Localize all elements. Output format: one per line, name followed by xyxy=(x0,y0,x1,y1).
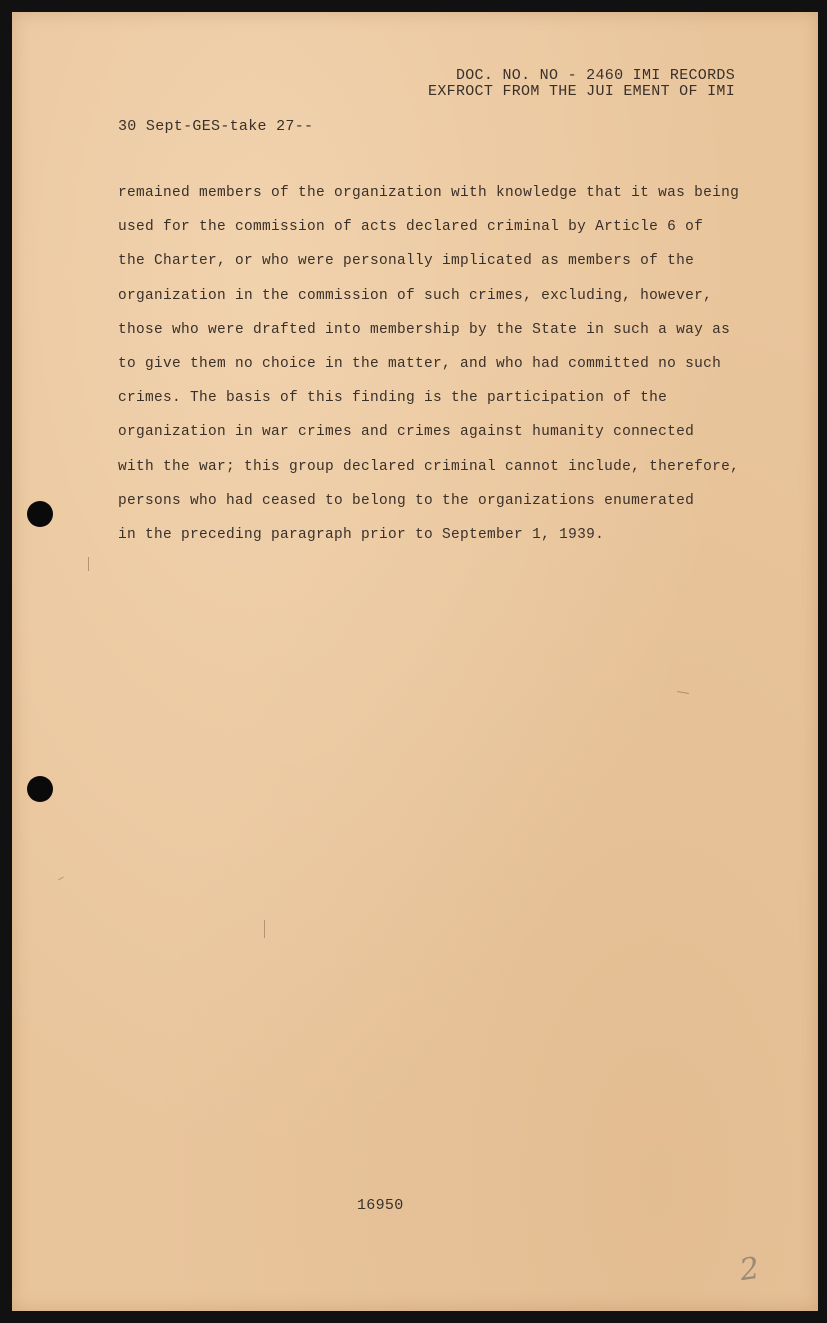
body-text xyxy=(118,176,740,552)
body-line: remained members of the organization with knowledge that it was being xyxy=(118,185,740,201)
body-line: used for the commission of acts declared criminal by Article 6 of xyxy=(118,219,704,236)
body-line: the Charter, or who were personally implicated as members of the xyxy=(118,253,695,270)
body-line: with the war; this group declared criminal cannot include, therefore, xyxy=(118,458,740,475)
body-line: crimes. The basis of this finding is the participation of the xyxy=(118,390,668,407)
paper-speck xyxy=(58,877,64,881)
header-extract-title: EXFROCT FROM THE JUI EMENT OF IMI xyxy=(428,83,735,100)
document-header xyxy=(428,68,735,100)
transcript-take-line: 30 Sept-GES-take 27-- xyxy=(118,118,314,135)
body-line: organization in the commission of such crimes, excluding, however, xyxy=(118,287,713,304)
paper-speck xyxy=(677,691,689,694)
paper-speck xyxy=(88,557,89,571)
body-line: organization in war crimes and crimes against humanity connected xyxy=(118,424,695,441)
punch-hole xyxy=(27,776,53,802)
page-number: 16950 xyxy=(357,1197,404,1214)
punch-hole xyxy=(27,501,53,527)
body-line: to give them no choice in the matter, and who had committed no such xyxy=(118,356,722,373)
paper-speck xyxy=(264,920,265,938)
handwritten-page-mark: 2 xyxy=(737,1250,762,1289)
body-line: persons who had ceased to belong to the organizations enumerated xyxy=(118,492,695,509)
body-line: in the preceding paragraph prior to September 1, 1939. xyxy=(118,527,605,544)
header-doc-number: DOC. NO. NO - 2460 IMI RECORDS xyxy=(455,67,735,84)
body-line: those who were drafted into membership by the State in such a way as xyxy=(118,321,731,338)
document-page xyxy=(12,12,818,1311)
